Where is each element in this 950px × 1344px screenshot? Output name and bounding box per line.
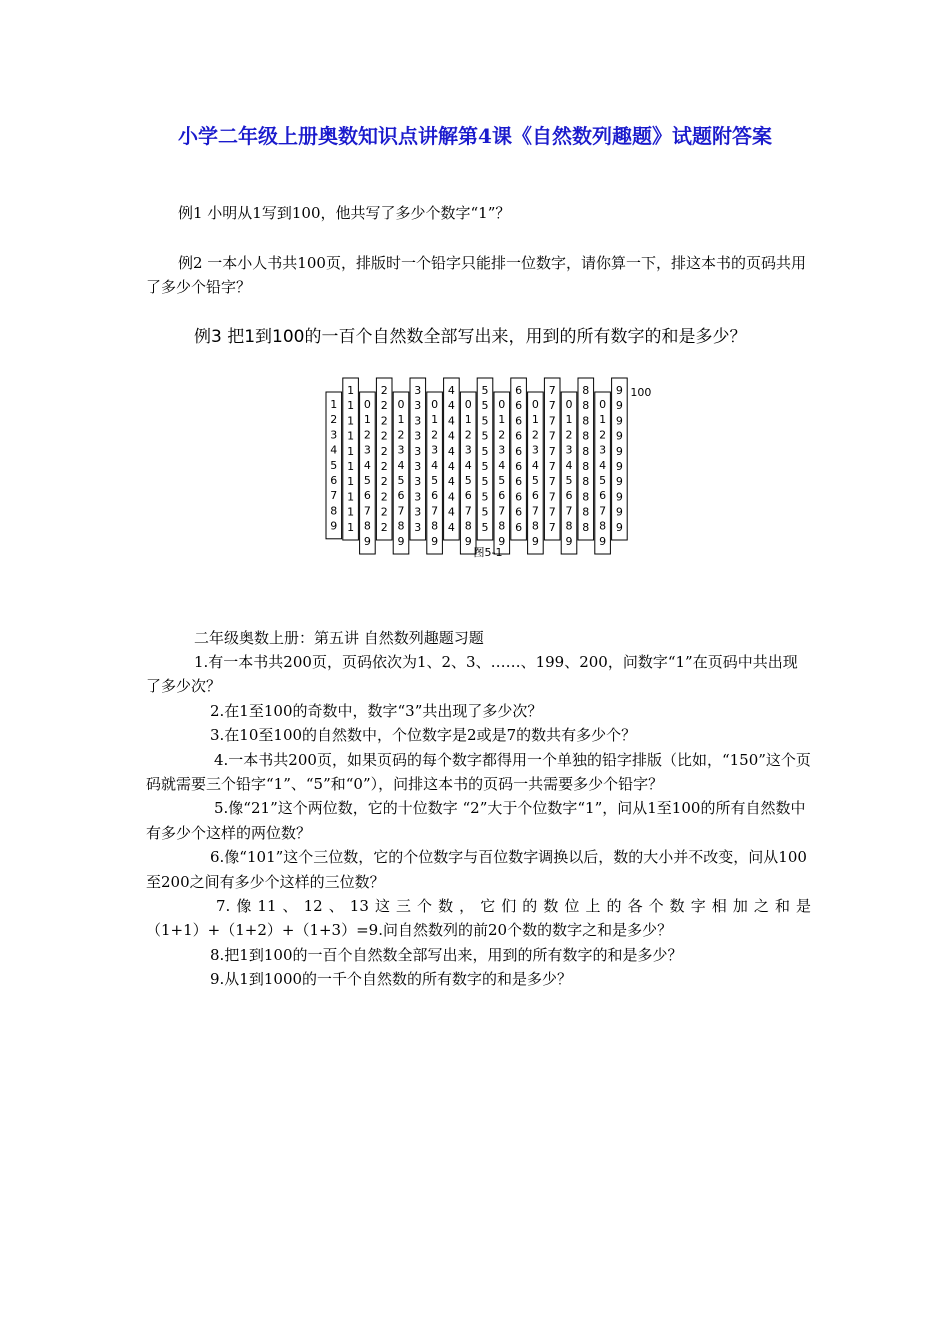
digit: 7 (363, 504, 371, 518)
digit: 7 (548, 414, 556, 428)
question-2: 2.在1至100的奇数中，数字“3”共出现了多少次？ (210, 701, 543, 720)
digit: 0 (599, 398, 607, 411)
digit: 9 (464, 534, 472, 548)
digit: 5 (481, 505, 489, 519)
digit: 8 (431, 519, 439, 533)
digit: 8 (498, 519, 506, 533)
digit: 1 (565, 413, 573, 427)
digit: 9 (615, 384, 623, 397)
digit: 1 (347, 460, 355, 473)
digit-column (444, 378, 460, 540)
digit: 3 (414, 490, 422, 504)
digit: 8 (599, 519, 607, 533)
digit: 4 (447, 444, 455, 458)
digit: 6 (498, 489, 506, 503)
digit: 2 (380, 429, 388, 443)
digit: 1 (347, 399, 355, 413)
digit: 8 (464, 519, 472, 533)
digit: 3 (397, 443, 405, 457)
digit: 9 (498, 534, 506, 548)
digit: 9 (615, 475, 623, 489)
digit: 0 (363, 398, 371, 411)
digit-columns-figure (318, 372, 658, 572)
digit: 2 (330, 413, 338, 427)
digit: 2 (498, 428, 506, 442)
digit: 5 (481, 414, 489, 428)
digit: 9 (330, 519, 338, 533)
digit: 9 (615, 490, 623, 504)
digit: 2 (431, 428, 439, 442)
digit: 3 (414, 475, 422, 489)
digit: 5 (363, 474, 371, 487)
digit: 9 (565, 534, 573, 548)
digit: 7 (431, 504, 439, 518)
digit: 6 (431, 489, 439, 503)
digit: 9 (615, 505, 623, 519)
digit: 5 (481, 475, 489, 489)
digit: 2 (380, 444, 388, 458)
digit: 5 (599, 474, 607, 487)
digit: 4 (531, 458, 539, 472)
document-title: 小学二年级上册奥数知识点讲解第4课《自然数列趣题》试题附答案 (178, 124, 772, 148)
digit: 2 (397, 428, 405, 442)
digit-column (427, 392, 443, 554)
digit: 7 (548, 444, 556, 458)
figure-caption: 图5-1 (473, 546, 503, 559)
digit: 6 (515, 505, 523, 519)
digit: 0 (464, 398, 472, 411)
question-9: 9.从1到1000的一千个自然数的所有数字的和是多少？ (210, 970, 573, 989)
digit-column (326, 392, 342, 539)
digit: 1 (363, 413, 371, 427)
digit: 6 (363, 489, 371, 503)
digit: 3 (414, 399, 422, 413)
digit: 8 (582, 444, 590, 458)
digit: 4 (363, 458, 371, 472)
digit: 3 (414, 505, 422, 519)
digit: 0 (531, 398, 539, 411)
digit-column (343, 378, 359, 540)
digit: 9 (615, 414, 623, 428)
digit: 2 (380, 520, 388, 534)
digit: 2 (380, 399, 388, 413)
digit: 4 (599, 458, 607, 472)
digit: 5 (481, 444, 489, 458)
digit: 8 (582, 399, 590, 413)
question-7: 7.像11、12、13这三个数，它们的数位上的各个数字相加之和是（1+1）+（1+2）+（1+3）=9.问自然数列的前20个数的数字之和是多少？ (146, 897, 811, 940)
digit: 7 (548, 399, 556, 413)
digit-column (528, 392, 544, 554)
digit: 9 (615, 399, 623, 413)
digit: 7 (548, 505, 556, 519)
digit: 8 (582, 414, 590, 428)
digit: 6 (515, 490, 523, 504)
digit: 1 (347, 429, 355, 443)
digit: 7 (397, 504, 405, 518)
example-1: 例1 小明从1写到100，他共写了多少个数字“1”？ (178, 204, 511, 222)
digit: 5 (481, 460, 489, 473)
digit: 2 (599, 428, 607, 442)
digit: 3 (330, 428, 338, 442)
digit: 3 (363, 443, 371, 457)
digit: 7 (548, 475, 556, 489)
digit: 8 (582, 384, 590, 397)
digit: 6 (515, 444, 523, 458)
digit-column (494, 392, 510, 554)
digit: 6 (515, 520, 523, 534)
digit: 7 (548, 429, 556, 443)
digit: 1 (397, 413, 405, 427)
digit: 4 (397, 458, 405, 472)
digit: 3 (565, 443, 573, 457)
digit: 3 (498, 443, 506, 457)
digit: 3 (464, 443, 472, 457)
digit: 8 (582, 460, 590, 473)
digit: 7 (464, 504, 472, 518)
digit: 8 (363, 519, 371, 533)
digit: 5 (531, 474, 539, 487)
digit: 1 (464, 413, 472, 427)
digit: 5 (464, 474, 472, 487)
digit: 4 (464, 458, 472, 472)
digit: 1 (347, 490, 355, 504)
digit: 8 (531, 519, 539, 533)
digit-column (376, 378, 392, 540)
digit-column (410, 378, 426, 540)
digit: 6 (515, 460, 523, 473)
digit: 6 (397, 489, 405, 503)
question-6: 6.像“101”这个三位数，它的个位数字与百位数字调换以后，数的大小并不改变，问从100至200之间有多少个这样的三位数？ (146, 848, 807, 891)
question-8: 8.把1到100的一百个自然数全部写出来，用到的所有数字的和是多少？ (210, 945, 683, 964)
digit: 4 (447, 475, 455, 489)
digit: 1 (347, 475, 355, 489)
digit: 3 (414, 444, 422, 458)
digit: 8 (582, 490, 590, 504)
digit: 5 (330, 458, 338, 472)
digit: 9 (599, 534, 607, 548)
digit: 4 (447, 399, 455, 413)
digit: 8 (582, 505, 590, 519)
digit: 2 (380, 414, 388, 428)
digit-column (393, 392, 409, 554)
digit: 5 (565, 474, 573, 487)
label-100: 100 (630, 386, 652, 399)
digit: 7 (548, 384, 556, 397)
digit: 7 (548, 460, 556, 473)
digit: 3 (414, 460, 422, 473)
digit: 4 (447, 414, 455, 428)
digit: 9 (363, 534, 371, 548)
digit: 1 (531, 413, 539, 427)
digit: 6 (599, 489, 607, 503)
digit: 5 (481, 384, 489, 397)
digit: 4 (447, 429, 455, 443)
digit: 2 (380, 505, 388, 519)
digit: 1 (498, 413, 506, 427)
digit: 4 (330, 443, 338, 457)
question-1: 1.有一本书共200页，页码依次为1、2、3、……、199、200，问数字“1”在页码中共出现了多少次？ (146, 653, 798, 696)
digit-column (578, 378, 594, 540)
digit: 1 (599, 413, 607, 427)
digit: 2 (363, 428, 371, 442)
digit: 7 (565, 504, 573, 518)
digit: 7 (498, 504, 506, 518)
digit: 6 (330, 474, 338, 487)
digit: 0 (565, 398, 573, 411)
digit-column (460, 392, 476, 554)
digit: 6 (464, 489, 472, 503)
digit: 6 (515, 384, 523, 397)
digit: 7 (599, 504, 607, 518)
digit: 3 (414, 429, 422, 443)
digit: 1 (347, 505, 355, 519)
digit: 3 (414, 414, 422, 428)
digit: 8 (397, 519, 405, 533)
digit: 6 (531, 489, 539, 503)
digit: 3 (599, 443, 607, 457)
question-3: 3.在10至100的自然数中，个位数字是2或是7的数共有多少个？ (210, 726, 637, 745)
digit: 5 (481, 520, 489, 534)
digit: 7 (330, 489, 338, 503)
question-list (146, 650, 811, 992)
digit: 8 (582, 429, 590, 443)
digit: 7 (548, 520, 556, 534)
digit: 7 (548, 490, 556, 504)
digit: 4 (447, 460, 455, 473)
digit: 4 (447, 520, 455, 534)
digit: 6 (515, 475, 523, 489)
digit: 8 (582, 475, 590, 489)
digit: 2 (565, 428, 573, 442)
digit: 3 (414, 384, 422, 397)
digit: 1 (431, 413, 439, 427)
digit: 4 (447, 490, 455, 504)
digit: 4 (431, 458, 439, 472)
question-5: 5.像“21”这个两位数，它的十位数字 “2”大于个位数字“1”，问从1至100的所有自然数中有多少个这样的两位数？ (146, 799, 806, 842)
digit-column (544, 378, 560, 540)
digit: 4 (498, 458, 506, 472)
digit-column (360, 392, 376, 554)
question-4: 4.一本书共200页，如果页码的每个数字都得用一个单独的铅字排版（比如，“150”这个页码就需要三个铅字“1”、“5”和“0”），问排这本书的页码一共需要多少个铅字？ (146, 750, 811, 794)
digit: 0 (397, 398, 405, 411)
digit: 5 (431, 474, 439, 487)
digit: 4 (447, 384, 455, 397)
digit: 6 (565, 489, 573, 503)
digit: 4 (565, 458, 573, 472)
digit: 3 (431, 443, 439, 457)
example-3: 例3 把1到100的一百个自然数全部写出来，用到的所有数字的和是多少？ (194, 327, 747, 347)
digit: 2 (380, 460, 388, 473)
digit: 8 (582, 520, 590, 534)
digit: 1 (347, 520, 355, 534)
example-2: 例2 一本小人书共100页，排版时一个铅字只能排一位数字，请你算一下，排这本书的页码共用了多少个铅字？ (146, 254, 806, 296)
digit: 1 (347, 384, 355, 397)
digit: 9 (397, 534, 405, 548)
digit: 5 (481, 490, 489, 504)
digit: 3 (531, 443, 539, 457)
digit: 9 (615, 444, 623, 458)
digit: 2 (380, 475, 388, 489)
digit: 3 (414, 520, 422, 534)
digit: 2 (380, 384, 388, 397)
digit: 9 (615, 429, 623, 443)
digit: 6 (515, 414, 523, 428)
digit: 1 (347, 444, 355, 458)
digit: 9 (615, 460, 623, 473)
digit-column (595, 392, 611, 554)
digit: 8 (565, 519, 573, 533)
digit: 1 (347, 414, 355, 428)
digit-column (612, 378, 628, 540)
digit: 2 (531, 428, 539, 442)
digit-column (511, 378, 527, 540)
digit: 2 (464, 428, 472, 442)
section-title: 二年级奥数上册：第五讲 自然数列趣题习题 (194, 629, 484, 647)
digit: 0 (431, 398, 439, 411)
digit: 7 (531, 504, 539, 518)
digit-column (561, 392, 577, 554)
digit: 9 (531, 534, 539, 548)
digit: 5 (481, 429, 489, 443)
digit: 2 (380, 490, 388, 504)
digit: 9 (431, 534, 439, 548)
digit: 4 (447, 505, 455, 519)
digit: 6 (515, 429, 523, 443)
digit-column (477, 378, 493, 540)
digit: 9 (615, 520, 623, 534)
digit: 5 (481, 399, 489, 413)
digit: 1 (330, 398, 338, 411)
digit: 0 (498, 398, 506, 411)
digit: 8 (330, 504, 338, 518)
digit: 5 (397, 474, 405, 487)
digit: 5 (498, 474, 506, 487)
digit: 6 (515, 399, 523, 413)
